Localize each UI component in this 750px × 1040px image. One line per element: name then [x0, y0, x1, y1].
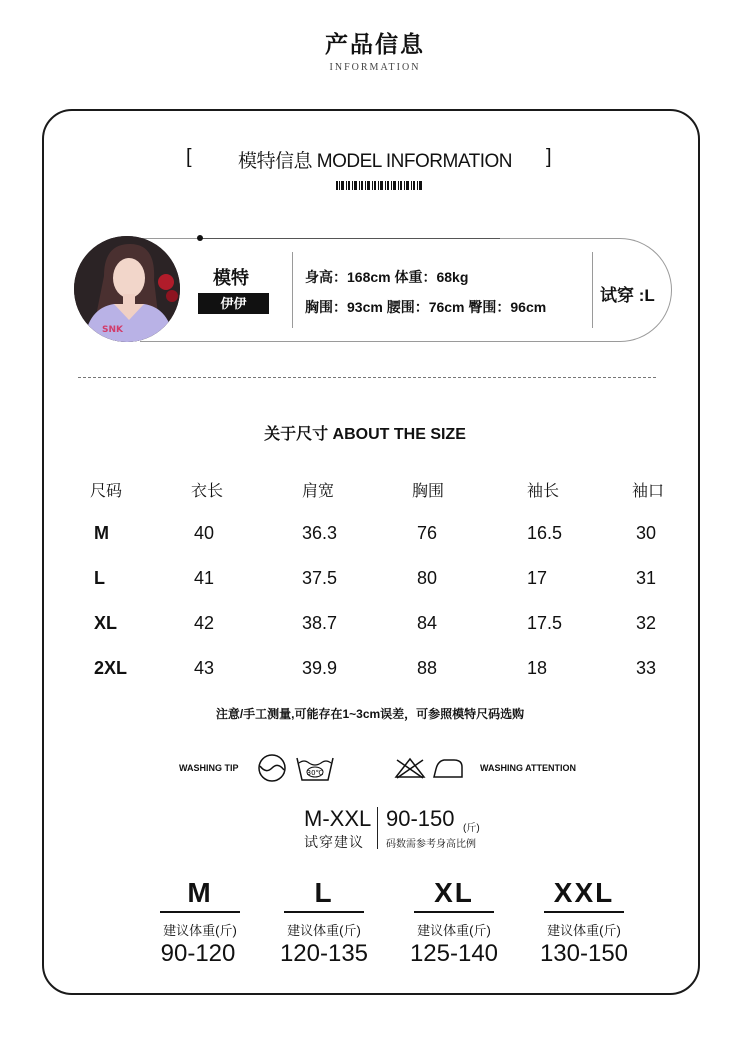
table-cell: 88: [417, 658, 438, 678]
recommend-underline: [544, 911, 624, 913]
recommend-caption: 建议体重(斤): [163, 923, 237, 938]
bracket-right: ]: [546, 146, 552, 168]
table-cell: 39.9: [302, 658, 338, 678]
weight-range: 90-150: [386, 806, 455, 831]
table-cell: 41: [194, 568, 215, 588]
recommend-underline: [414, 911, 494, 913]
model-stats-line-1: 身高：168cm 体重：68kg: [305, 269, 469, 285]
bracket-left: [: [186, 146, 192, 168]
recommend-underline: [160, 911, 240, 913]
capsule-top-line: [200, 238, 500, 239]
page-subtitle: INFORMATION: [329, 62, 421, 73]
model-section-title: 模特信息 MODEL INFORMATION: [237, 151, 512, 172]
recommend-size-letter: XXL: [553, 877, 615, 908]
no-bleach-icon: [394, 756, 426, 780]
size-range-note: 码数需参考身高比例: [386, 839, 476, 850]
recommend-caption: 建议体重(斤): [287, 923, 361, 938]
recommend-underline: [284, 911, 364, 913]
table-cell: 16.5: [527, 523, 563, 543]
table-cell: 31: [636, 568, 657, 588]
model-avatar: [74, 236, 180, 342]
svg-text:SNK: SNK: [102, 325, 123, 335]
model-stats-line-2: 胸围：93cm 腰围：76cm 臀围：96cm: [305, 299, 547, 315]
table-cell: 40: [194, 523, 215, 543]
table-cell: 37.5: [302, 568, 338, 588]
table-cell: M: [94, 523, 109, 543]
table-cell: 30: [636, 523, 657, 543]
section-divider: [78, 377, 656, 378]
capsule-dot: [197, 235, 203, 241]
table-cell: 33: [636, 658, 657, 678]
table-cell: 32: [636, 613, 657, 633]
recommend-weight: 130-150: [539, 940, 629, 967]
svg-text:30℃: 30℃: [306, 769, 324, 777]
table-cell: 43: [194, 658, 215, 678]
table-header: 肩宽: [302, 483, 335, 500]
table-cell: 80: [417, 568, 438, 588]
size-range-caption: 试穿建议: [304, 834, 364, 850]
table-cell: 2XL: [94, 658, 128, 678]
capsule-divider-left: [292, 252, 293, 328]
model-name-badge: 伊伊: [198, 293, 269, 314]
size-section-title: 关于尺寸 ABOUT THE SIZE: [264, 426, 466, 443]
recommend-caption: 建议体重(斤): [547, 923, 621, 938]
recommend-caption: 建议体重(斤): [417, 923, 491, 938]
table-header: 胸围: [412, 483, 445, 500]
table-header: 尺码: [90, 483, 123, 500]
barcode-decoration: [336, 181, 422, 190]
table-cell: 84: [417, 613, 438, 633]
measurement-note: 注意/手工测量,可能存在1~3cm误差，可参照模特尺码选购: [215, 707, 525, 721]
recommend-size-letter: M: [187, 877, 213, 908]
recommend-weight: 120-135: [279, 940, 369, 967]
size-range: M-XXL: [304, 806, 372, 831]
try-on-size: 试穿 :L: [600, 286, 655, 305]
iron-icon: [432, 757, 464, 779]
table-cell: 42: [194, 613, 215, 633]
weight-unit: (斤): [463, 823, 480, 834]
table-cell: 76: [417, 523, 438, 543]
table-header: 袖口: [632, 483, 665, 500]
machine-wash-30-icon: [296, 756, 334, 782]
table-cell: 18: [527, 658, 548, 678]
table-cell: 38.7: [302, 613, 338, 633]
recommend-size-letter: L: [314, 877, 334, 908]
recommend-weight: 125-140: [409, 940, 499, 967]
capsule-divider-right: [592, 252, 593, 328]
washing-tip-label: WASHING TIP: [179, 763, 239, 773]
table-header: 衣长: [191, 483, 224, 500]
table-cell: L: [94, 568, 105, 588]
table-header: 袖长: [527, 483, 560, 500]
recommend-weight: 90-120: [160, 940, 236, 967]
recommend-size-letter: XL: [434, 877, 474, 908]
size-range-divider: [377, 807, 378, 849]
model-label: 模特: [213, 268, 249, 288]
table-cell: 17: [527, 568, 548, 588]
page-title: 产品信息: [325, 31, 425, 57]
table-cell: XL: [94, 613, 118, 633]
table-cell: 17.5: [527, 613, 563, 633]
table-cell: 36.3: [302, 523, 338, 543]
hand-wash-icon: [256, 754, 288, 782]
washing-attention-label: WASHING ATTENTION: [480, 763, 576, 773]
